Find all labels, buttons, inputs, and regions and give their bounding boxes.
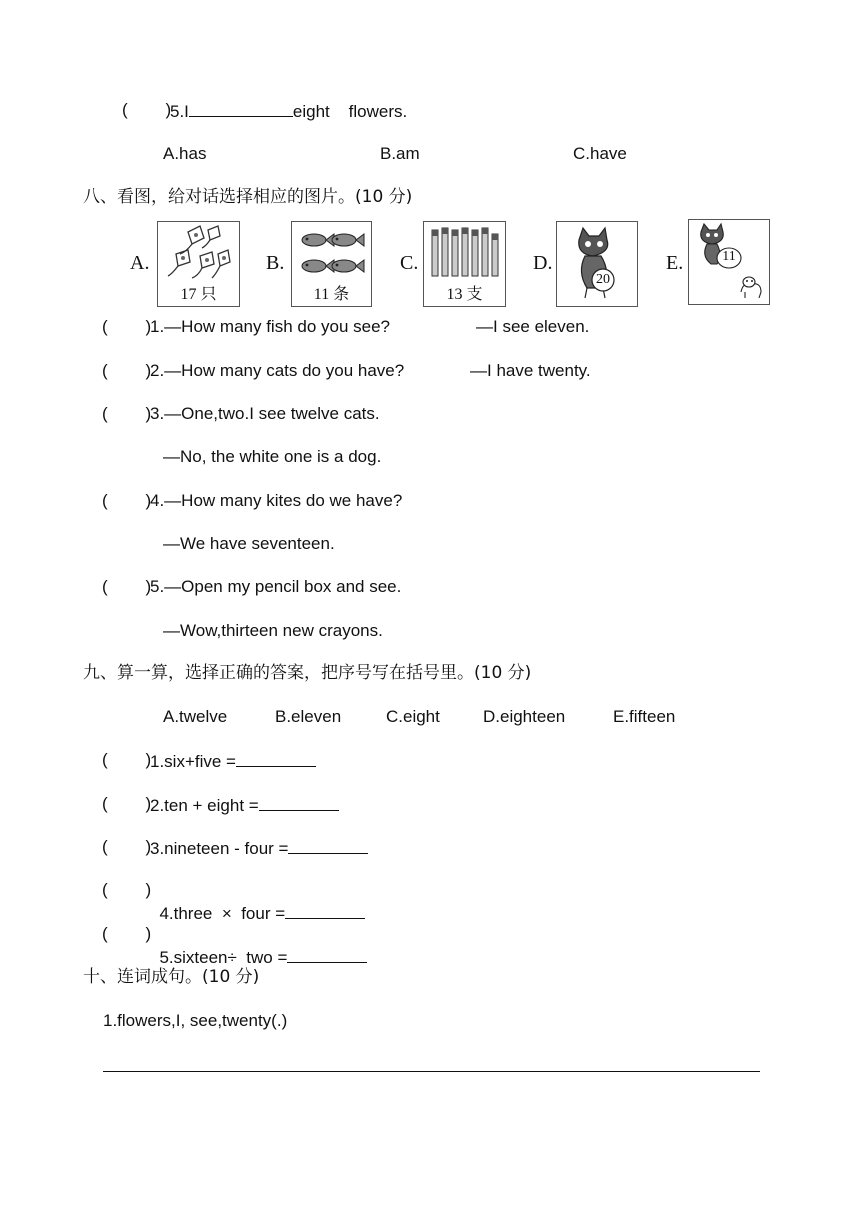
q9-2-paren[interactable]: ( ) [102,794,152,813]
q8-1-paren[interactable]: ( ) [102,317,152,336]
q8-5-paren[interactable]: ( ) [102,577,152,596]
q9-5-question [150,923,367,969]
q8-5-question: 5.—Open my pencil box and see. [150,577,402,596]
pic-d-caption: 20 [596,272,610,287]
q8-3-paren[interactable]: ( ) [102,404,152,423]
q9-option-c: C.eight [386,707,440,726]
q10-1-answer-line[interactable] [103,1071,760,1072]
q9-4-paren[interactable]: ( ) [102,880,152,899]
pic-e-cat-dog[interactable] [688,219,770,305]
q8-2-paren[interactable]: ( ) [102,361,152,380]
fish-icon [292,224,371,284]
q9-5-text: 5.sixteen÷ two = [159,948,288,967]
pic-a-kites[interactable] [157,221,240,307]
q8-3-reply: —No, the white one is a dog. [163,447,382,466]
pic-b-caption: 11 条 [313,286,350,303]
q9-3-question [150,836,368,860]
q9-4-question [150,879,365,925]
crayons-icon [424,224,505,284]
q7-5-option-b[interactable]: B.am [380,144,420,163]
q9-4-blank[interactable] [285,901,365,919]
q8-2-reply: —I have twenty. [470,361,591,380]
q10-1-prompt: 1.flowers,I, see,twenty(.) [103,1011,288,1030]
q9-2-blank[interactable] [259,793,339,811]
q9-2-text: 2.ten + eight = [150,796,259,815]
q8-4-paren[interactable]: ( ) [102,491,152,510]
q8-1-question: 1.—How many fish do you see? [150,317,391,336]
pic-c-letter: C. [400,252,419,274]
pic-b-fish[interactable] [291,221,372,307]
q9-3-paren[interactable]: ( ) [102,837,152,856]
q9-1-blank[interactable] [236,749,316,767]
section9-heading: 九、算一算，选择正确的答案，把序号写在括号里。(10 分) [83,663,532,683]
q7-5-option-c[interactable]: C.have [573,144,627,163]
q7-5-option-a[interactable]: A.has [163,144,207,163]
q9-4-text: 4.three × four = [159,904,286,923]
kites-icon [158,224,239,284]
section8-heading: 八、看图，给对话选择相应的图片。(10 分) [83,187,413,207]
q9-3-blank[interactable] [288,836,368,854]
pic-c-crayons[interactable] [423,221,506,307]
q9-1-text: 1.six+five = [150,752,236,771]
q9-5-blank[interactable] [287,945,367,963]
q9-3-text: 3.nineteen - four = [150,839,289,858]
q9-option-d: D.eighteen [483,707,566,726]
pic-a-letter: A. [130,252,150,274]
q9-2-question [150,793,339,817]
q9-1-question [150,749,316,773]
q9-option-a: A.twelve [163,707,228,726]
q8-5-reply: —Wow,thirteen new crayons. [163,621,383,640]
pic-d-letter: D. [533,252,553,274]
pic-b-letter: B. [266,252,285,274]
q9-option-b: B.eleven [275,707,342,726]
q8-4-reply: —We have seventeen. [163,534,335,553]
q8-2-question: 2.—How many cats do you have? [150,361,405,380]
q7-5-before: 5.I [170,102,189,121]
cat-icon [557,222,637,306]
q7-5-after: eight flowers. [292,102,408,121]
pic-e-caption: 11 [722,249,736,264]
pic-a-caption: 17 只 [180,286,217,303]
q9-5-paren[interactable]: ( ) [102,924,152,943]
q7-5-blank[interactable] [189,99,293,117]
q8-4-question: 4.—How many kites do we have? [150,491,403,510]
q7-5-paren[interactable]: ( ) [122,100,172,119]
q8-1-reply: —I see eleven. [476,317,590,336]
q9-1-paren[interactable]: ( ) [102,750,152,769]
q7-5-question [170,99,407,123]
pic-d-cat[interactable] [556,221,638,307]
pic-e-letter: E. [666,252,684,274]
q8-3-question: 3.—One,two.I see twelve cats. [150,404,380,423]
q9-option-e: E.fifteen [613,707,676,726]
pic-c-caption: 13 支 [446,286,483,303]
section10-heading: 十、连词成句。(10 分) [83,967,260,987]
